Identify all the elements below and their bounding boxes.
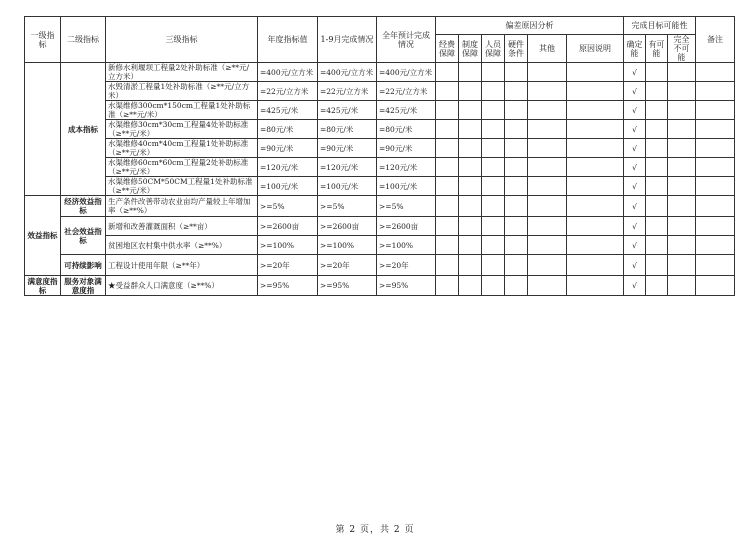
jan-sep-cell: =400元/立方米 xyxy=(318,63,377,82)
table-row xyxy=(25,196,735,217)
jan-sep-cell: =100元/米 xyxy=(318,177,377,196)
jan-sep-cell: =425元/米 xyxy=(318,101,377,120)
annual-cell: >=95% xyxy=(258,276,318,296)
tick-certain: √ xyxy=(624,101,646,120)
category-benefit: 效益指标 xyxy=(25,196,61,276)
deviation-group-header: 偏差原因分析 xyxy=(436,17,624,35)
jan-sep-cell: =80元/米 xyxy=(318,120,377,139)
annual-cell: >=20年 xyxy=(258,255,318,276)
indicator-cell: 贫困地区农村集中供水率（≥**%） xyxy=(106,236,258,255)
table-row xyxy=(25,236,735,255)
tick-certain: √ xyxy=(624,276,646,296)
category-service-target: 服务对象满意度指 xyxy=(61,276,106,296)
full-year-cell: =80元/米 xyxy=(377,120,436,139)
indicator-cell: 生产条件改善带动农业亩均产量较上年增加率（≥**%） xyxy=(106,196,258,217)
tick-certain: √ xyxy=(624,120,646,139)
category-satisfaction: 满意度指标 xyxy=(25,276,61,296)
full-year-cell: >=5% xyxy=(377,196,436,217)
full-year-cell: >=95% xyxy=(377,276,436,296)
table-row xyxy=(25,101,735,120)
tick-certain: √ xyxy=(624,177,646,196)
indicator-cell: ★受益群众人口满意度（≥**%） xyxy=(106,276,258,296)
col-full-year: 全年预计完成情况 xyxy=(377,17,436,63)
tick-certain: √ xyxy=(624,217,646,236)
table-row xyxy=(25,139,735,158)
table-row xyxy=(25,63,735,82)
col-system: 制度保障 xyxy=(459,35,482,63)
tick-certain: √ xyxy=(624,255,646,276)
page-footer: 第 2 页，共 2 页 xyxy=(335,525,415,535)
table-row xyxy=(25,276,735,296)
category-sustainable: 可持续影响 xyxy=(61,255,106,276)
indicator-cell: 水毁清淤工程量1处补助标准（≥**元/立方米） xyxy=(106,82,258,101)
jan-sep-cell: >=100% xyxy=(318,236,377,255)
table-row xyxy=(25,158,735,177)
annual-cell: =120元/米 xyxy=(258,158,318,177)
col-certain: 确定能 xyxy=(624,35,646,63)
indicator-cell: 水渠维修300cm*150cm工程量1处补助标准（≥**元/米） xyxy=(106,101,258,120)
full-year-cell: =100元/米 xyxy=(377,177,436,196)
annual-cell: =22元/立方米 xyxy=(258,82,318,101)
col-impossible: 完全不可能 xyxy=(668,35,696,63)
col-funding: 经费保障 xyxy=(436,35,459,63)
jan-sep-cell: =22元/立方米 xyxy=(318,82,377,101)
tick-certain: √ xyxy=(624,196,646,217)
jan-sep-cell: >=2600亩 xyxy=(318,217,377,236)
table-row xyxy=(25,177,735,196)
col-reason: 原因说明 xyxy=(567,35,624,63)
header-row xyxy=(25,17,735,35)
indicator-cell: 水渠维修50CM*50CM工程量1处补助标准（≥**元/米） xyxy=(106,177,258,196)
col-jan-sep: 1-9月完成情况 xyxy=(318,17,377,63)
col-level1: 一级指标 xyxy=(25,17,61,63)
jan-sep-cell: =120元/米 xyxy=(318,158,377,177)
performance-table xyxy=(24,16,735,296)
full-year-cell: >=100% xyxy=(377,236,436,255)
annual-cell: =400元/立方米 xyxy=(258,63,318,82)
full-year-cell: =120元/米 xyxy=(377,158,436,177)
jan-sep-cell: >=95% xyxy=(318,276,377,296)
annual-cell: =425元/米 xyxy=(258,101,318,120)
table-row xyxy=(25,255,735,276)
tick-certain: √ xyxy=(624,82,646,101)
table-row xyxy=(25,120,735,139)
table-row xyxy=(25,82,735,101)
category-social: 社会效益指标 xyxy=(61,217,106,255)
col-level2: 二级指标 xyxy=(61,17,106,63)
tick-certain: √ xyxy=(624,158,646,177)
jan-sep-cell: >=5% xyxy=(318,196,377,217)
col-annual: 年度指标值 xyxy=(258,17,318,63)
jan-sep-cell: =90元/米 xyxy=(318,139,377,158)
indicator-cell: 新增和改善灌溉面积（≥**亩） xyxy=(106,217,258,236)
full-year-cell: =90元/米 xyxy=(377,139,436,158)
category-output xyxy=(25,63,61,196)
col-personnel: 人员保障 xyxy=(482,35,505,63)
indicator-cell: 水渠维修60cm*60cm工程量2处补助标准（≥**元/米） xyxy=(106,158,258,177)
annual-cell: >=100% xyxy=(258,236,318,255)
full-year-cell: =425元/米 xyxy=(377,101,436,120)
indicator-cell: 工程设计使用年限（≥**年） xyxy=(106,255,258,276)
annual-cell: =80元/米 xyxy=(258,120,318,139)
possibility-group-header: 完成目标可能性 xyxy=(624,17,696,35)
full-year-cell: >=20年 xyxy=(377,255,436,276)
annual-cell: =90元/米 xyxy=(258,139,318,158)
col-level3: 三级指标 xyxy=(106,17,258,63)
category-economic: 经济效益指标 xyxy=(61,196,106,217)
category-cost: 成本指标 xyxy=(61,63,106,196)
annual-cell: >=5% xyxy=(258,196,318,217)
full-year-cell: >=2600亩 xyxy=(377,217,436,236)
tick-certain: √ xyxy=(624,139,646,158)
indicator-cell: 水渠维修40cm*40cm工程量1处补助标准（≥**元/米） xyxy=(106,139,258,158)
indicator-cell: 水渠维修30cm*30cm工程量4处补助标准（≥**元/米） xyxy=(106,120,258,139)
col-other: 其他 xyxy=(528,35,567,63)
annual-cell: >=2600亩 xyxy=(258,217,318,236)
col-possible: 有可能 xyxy=(646,35,668,63)
indicator-cell: 新修水利堰坝工程量2处补助标准（≥**元/立方米） xyxy=(106,63,258,82)
tick-certain: √ xyxy=(624,236,646,255)
table-row xyxy=(25,217,735,236)
full-year-cell: =400元/立方米 xyxy=(377,63,436,82)
full-year-cell: =22元/立方米 xyxy=(377,82,436,101)
col-remarks: 备注 xyxy=(696,17,735,63)
jan-sep-cell: >=20年 xyxy=(318,255,377,276)
tick-certain: √ xyxy=(624,63,646,82)
col-hardware: 硬件条件 xyxy=(505,35,528,63)
annual-cell: =100元/米 xyxy=(258,177,318,196)
